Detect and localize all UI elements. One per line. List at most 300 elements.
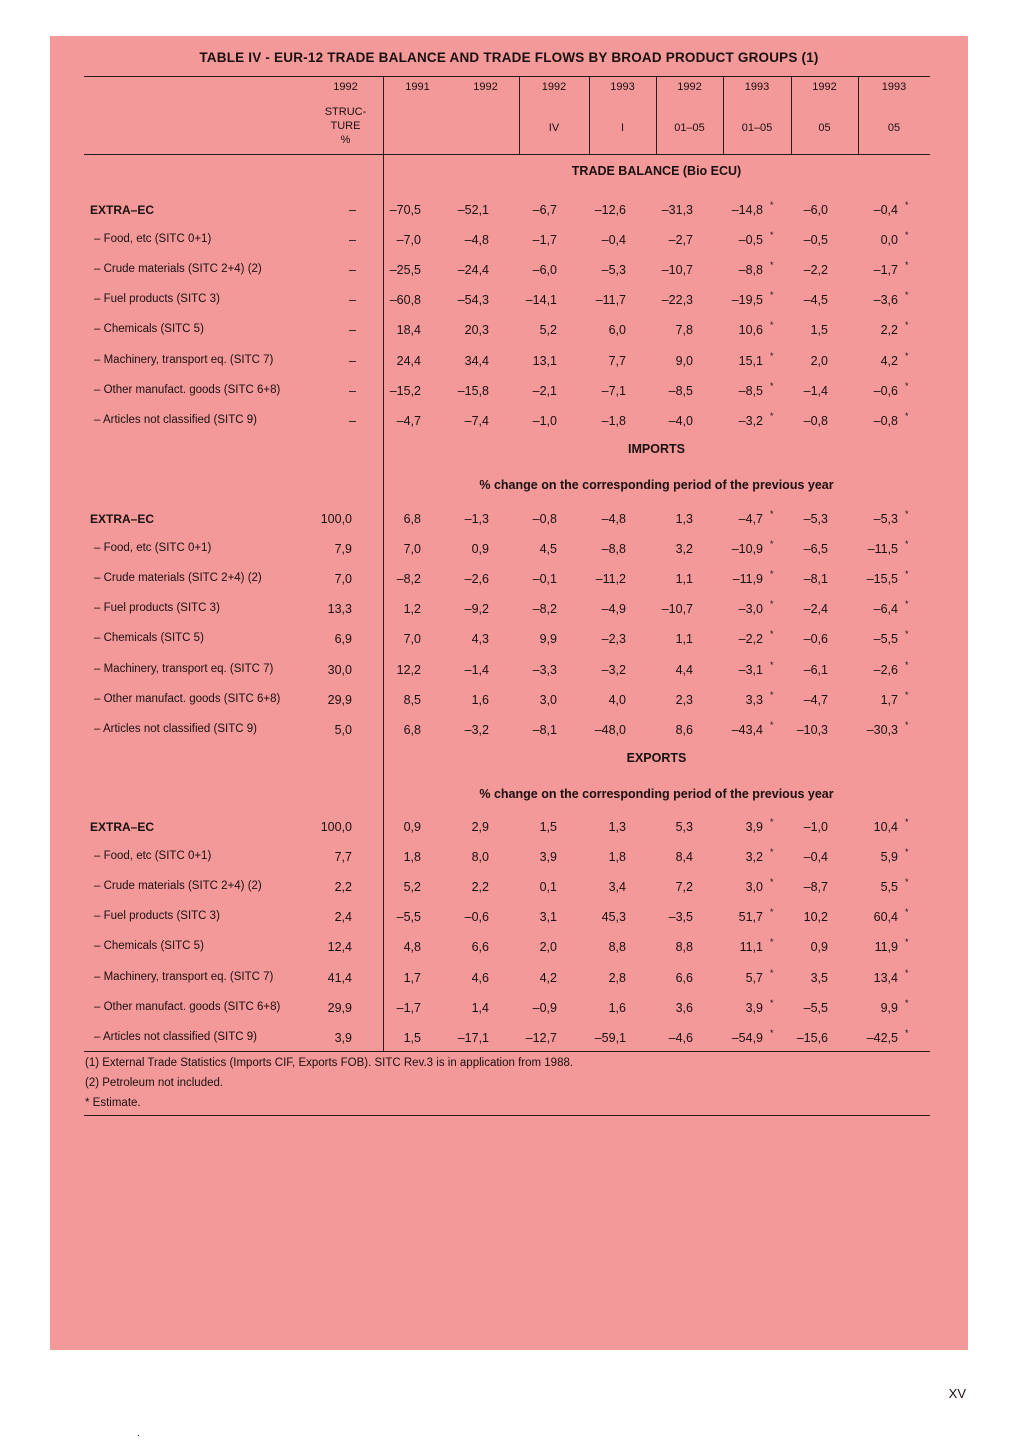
value-cell: 11,9 (874, 940, 898, 955)
row-label: – Machinery, transport eq. (SITC 7) (94, 353, 274, 366)
value-cell: –4,0 (668, 413, 693, 428)
value-cell: 7,7 (334, 850, 352, 865)
estimate-marker: * (770, 907, 774, 918)
estimate-marker: * (905, 967, 909, 978)
value-cell: –3,2 (464, 722, 489, 737)
value-cell: –25,5 (389, 263, 421, 278)
table-sheet (50, 36, 968, 1350)
value-cell: 3,9 (745, 820, 763, 834)
value-cell: –15,8 (457, 383, 489, 398)
value-cell: –2,3 (601, 632, 626, 647)
value-cell: –3,0 (738, 602, 763, 617)
value-cell: –52,1 (457, 203, 489, 217)
value-cell: 6,8 (403, 722, 421, 737)
value-cell: – (349, 383, 356, 398)
header-period: 01–05 (741, 122, 773, 134)
row-label: EXTRA–EC (90, 203, 155, 217)
value-cell: 1,5 (810, 323, 828, 338)
value-cell: 2,9 (471, 820, 489, 834)
value-cell: –0,4 (873, 203, 898, 217)
value-cell: 4,2 (880, 353, 898, 368)
table-bottom-rule (84, 1051, 930, 1052)
estimate-marker: * (770, 599, 774, 610)
header-structure: TURE (330, 120, 361, 132)
value-cell: –31,3 (661, 203, 693, 217)
value-cell: 8,6 (675, 722, 693, 737)
value-cell: –7,0 (396, 233, 421, 248)
value-cell: 13,3 (327, 602, 352, 617)
estimate-marker: * (905, 290, 909, 301)
value-cell: –54,3 (457, 293, 489, 308)
estimate-marker: * (770, 629, 774, 640)
header-year: 1993 (881, 81, 907, 93)
value-cell: –4,7 (396, 413, 421, 428)
value-cell: –5,5 (396, 910, 421, 925)
value-cell: 2,8 (608, 970, 626, 985)
value-cell: –15,6 (796, 1030, 828, 1045)
value-cell: –8,8 (738, 263, 763, 278)
estimate-marker: * (905, 997, 909, 1008)
row-label: – Articles not classified (SITC 9) (94, 1030, 257, 1043)
section-title: TRADE BALANCE (Bio ECU) (571, 164, 742, 178)
estimate-marker: * (770, 509, 774, 519)
value-cell: –8,5 (738, 383, 763, 398)
value-cell: –10,7 (661, 602, 693, 617)
estimate-marker: * (770, 569, 774, 580)
value-cell: –6,0 (803, 203, 828, 217)
value-cell: 24,4 (396, 353, 421, 368)
value-cell: –1,4 (464, 662, 489, 677)
value-cell: –11,7 (595, 293, 626, 308)
header-period: I (620, 122, 625, 134)
value-cell: 2,2 (334, 880, 352, 895)
header-year: 1993 (610, 81, 635, 93)
estimate-marker: * (770, 997, 774, 1008)
value-cell: 60,4 (873, 910, 898, 925)
value-cell: 7,0 (403, 632, 421, 647)
estimate-marker: * (770, 320, 774, 331)
value-cell: 12,2 (396, 662, 421, 677)
estimate-marker: * (905, 380, 909, 391)
value-cell: –6,7 (532, 203, 557, 217)
header-year: 1992 (541, 81, 567, 93)
value-cell: –0,4 (601, 233, 626, 248)
value-cell: 1,4 (471, 1000, 489, 1015)
row-label: EXTRA–EC (90, 820, 155, 834)
section-title: EXPORTS (626, 751, 687, 765)
value-cell: –6,5 (803, 542, 828, 557)
value-cell: 1,5 (539, 820, 557, 834)
estimate-marker: * (770, 689, 774, 700)
value-cell: –11,2 (595, 572, 626, 587)
value-cell: –4,6 (668, 1030, 693, 1045)
estimate-marker: * (770, 290, 774, 301)
value-cell: –4,7 (803, 692, 828, 707)
header-year: 1991 (405, 81, 430, 93)
value-cell: –8,5 (668, 383, 693, 398)
value-cell: 30,0 (327, 662, 352, 677)
estimate-marker: * (905, 569, 909, 580)
value-cell: 8,8 (675, 940, 693, 955)
estimate-marker: * (770, 539, 774, 550)
estimate-marker: * (770, 847, 774, 858)
value-cell: –6,4 (873, 602, 898, 617)
row-label: EXTRA–EC (90, 512, 155, 526)
value-cell: – (349, 203, 356, 217)
value-cell: 2,3 (675, 692, 693, 707)
value-cell: 5,9 (880, 850, 898, 865)
value-cell: – (349, 263, 356, 278)
value-cell: –2,7 (668, 233, 693, 248)
value-cell: –8,1 (803, 572, 828, 587)
value-cell: –14,1 (525, 293, 557, 308)
row-label: – Crude materials (SITC 2+4) (2) (94, 263, 262, 276)
footnote-line: (2) Petroleum not included. (85, 1077, 224, 1089)
header-period: 05 (818, 122, 831, 134)
row-label: – Other manufact. goods (SITC 6+8) (94, 1000, 281, 1013)
value-cell: 18,4 (396, 323, 421, 338)
header-year: 1992 (812, 81, 837, 93)
estimate-marker: * (905, 320, 909, 331)
value-cell: 0,1 (539, 880, 557, 895)
value-cell: –4,9 (601, 602, 626, 617)
value-cell: –5,5 (873, 632, 898, 647)
value-cell: –19,5 (731, 293, 763, 308)
value-cell: 5,3 (675, 820, 693, 834)
value-cell: –0,6 (873, 383, 898, 398)
value-cell: 41,4 (327, 970, 352, 985)
value-cell: 6,0 (608, 323, 626, 338)
estimate-marker: * (905, 350, 909, 361)
estimate-marker: * (905, 230, 909, 241)
value-cell: 0,9 (810, 940, 828, 955)
value-cell: –7,1 (601, 383, 626, 398)
row-label: – Machinery, transport eq. (SITC 7) (94, 970, 274, 983)
value-cell: 3,2 (745, 850, 763, 865)
value-cell: 5,2 (403, 880, 421, 895)
value-cell: 1,7 (880, 692, 898, 707)
value-cell: 13,4 (873, 970, 898, 985)
value-cell: 3,3 (745, 692, 763, 707)
header-period: 05 (887, 122, 901, 134)
value-cell: 7,7 (608, 353, 626, 368)
estimate-marker: * (905, 1027, 909, 1038)
value-cell: –15,2 (389, 383, 421, 398)
header-year: 1992 (333, 81, 358, 93)
estimate-marker: * (905, 629, 909, 640)
value-cell: –59,1 (594, 1030, 626, 1045)
value-cell: 6,6 (471, 940, 489, 955)
header-bottom-rule (84, 154, 930, 155)
header-year: 1992 (677, 81, 702, 93)
value-cell: –1,7 (396, 1000, 421, 1015)
estimate-marker: * (905, 509, 909, 519)
header-year: 1992 (473, 81, 498, 93)
row-label: – Chemicals (SITC 5) (94, 323, 204, 336)
value-cell: 7,0 (403, 542, 421, 557)
value-cell: 0,9 (471, 542, 489, 557)
row-label: – Machinery, transport eq. (SITC 7) (94, 662, 274, 675)
value-cell: –0,8 (873, 413, 898, 428)
value-cell: –1,0 (803, 820, 828, 834)
value-cell: 29,9 (327, 1000, 352, 1015)
value-cell: –8,1 (532, 722, 557, 737)
row-label: – Food, etc (SITC 0+1) (94, 542, 212, 555)
value-cell: –2,6 (464, 572, 489, 587)
row-label: – Other manufact. goods (SITC 6+8) (94, 692, 281, 705)
value-cell: –4,7 (738, 512, 763, 526)
value-cell: –4,5 (803, 293, 828, 308)
value-cell: 1,3 (608, 820, 626, 834)
value-cell: 4,3 (471, 632, 489, 647)
value-cell: –11,9 (732, 572, 763, 587)
value-cell: 3,2 (675, 542, 693, 557)
value-cell: –0,6 (464, 910, 489, 925)
value-cell: 9,9 (880, 1000, 898, 1015)
estimate-marker: * (770, 380, 774, 391)
value-cell: –17,1 (457, 1030, 489, 1045)
row-label: – Articles not classified (SITC 9) (94, 722, 257, 735)
value-cell: – (349, 353, 356, 368)
value-cell: –2,6 (873, 662, 898, 677)
value-cell: 2,0 (539, 940, 557, 955)
value-cell: 20,3 (464, 323, 489, 338)
value-cell: – (349, 413, 356, 428)
page-number: XV (948, 1386, 966, 1401)
value-cell: 8,5 (403, 692, 421, 707)
value-cell: 4,0 (608, 692, 626, 707)
value-cell: 3,4 (608, 880, 626, 895)
value-cell: –0,8 (532, 512, 557, 526)
value-cell: –0,5 (738, 233, 763, 248)
value-cell: –3,1 (738, 662, 763, 677)
row-label: – Other manufact. goods (SITC 6+8) (94, 383, 281, 396)
value-cell: –22,3 (661, 293, 693, 308)
page-mark: . (137, 1428, 140, 1439)
estimate-marker: * (905, 719, 909, 730)
row-label: – Fuel products (SITC 3) (94, 293, 220, 306)
value-cell: – (349, 233, 356, 248)
value-cell: 29,9 (327, 692, 352, 707)
value-cell: –5,5 (803, 1000, 828, 1015)
row-label: – Crude materials (SITC 2+4) (2) (94, 880, 262, 893)
value-cell: –6,0 (532, 263, 557, 278)
value-cell: –54,9 (731, 1030, 763, 1045)
value-cell: –4,8 (601, 512, 626, 526)
estimate-marker: * (905, 877, 909, 888)
estimate-marker: * (905, 260, 909, 271)
value-cell: 4,2 (539, 970, 557, 985)
value-cell: 8,4 (675, 850, 693, 865)
value-cell: –0,6 (803, 632, 828, 647)
value-cell: 3,6 (675, 1000, 693, 1015)
value-cell: 9,9 (539, 632, 557, 647)
value-cell: –3,3 (532, 662, 557, 677)
value-cell: 45,3 (601, 910, 626, 925)
value-cell: 8,8 (608, 940, 626, 955)
value-cell: 6,6 (675, 970, 693, 985)
header-structure: STRUC- (324, 106, 367, 118)
value-cell: 1,6 (608, 1000, 626, 1015)
value-cell: –5,3 (803, 512, 828, 526)
value-cell: –10,3 (796, 722, 828, 737)
footnote-line: (1) External Trade Statistics (Imports CIF, Exports FOB). SITC Rev.3 is in application from 1988. (85, 1057, 574, 1069)
value-cell: –70,5 (389, 203, 421, 217)
estimate-marker: * (905, 689, 909, 700)
value-cell: 0,9 (403, 820, 421, 834)
value-cell: –10,7 (661, 263, 693, 278)
section-subtitle: % change on the corresponding period of the previous year (479, 478, 834, 492)
value-cell: –0,4 (803, 850, 828, 865)
value-cell: –0,9 (532, 1000, 557, 1015)
row-label: – Fuel products (SITC 3) (94, 602, 220, 615)
value-cell: 8,0 (471, 850, 489, 865)
value-cell: –1,7 (532, 233, 557, 248)
value-cell: –10,9 (731, 542, 763, 557)
value-cell: 1,2 (403, 602, 421, 617)
value-cell: –24,4 (457, 263, 489, 278)
value-cell: –8,7 (803, 880, 828, 895)
value-cell: –2,4 (803, 602, 828, 617)
estimate-marker: * (905, 907, 909, 918)
value-cell: 2,2 (880, 323, 898, 338)
value-cell: –11,5 (867, 542, 898, 557)
value-cell: 100,0 (320, 512, 352, 526)
value-cell: 3,1 (539, 910, 557, 925)
value-cell: –8,2 (396, 572, 421, 587)
footnote-bottom-rule (84, 1115, 930, 1116)
value-cell: 4,8 (403, 940, 421, 955)
estimate-marker: * (905, 659, 909, 670)
value-cell: 6,8 (403, 512, 421, 526)
value-cell: 51,7 (738, 910, 763, 925)
estimate-marker: * (770, 230, 774, 241)
value-cell: –14,8 (731, 203, 763, 217)
value-cell: –3,2 (601, 662, 626, 677)
value-cell: –12,6 (594, 203, 626, 217)
estimate-marker: * (905, 937, 909, 948)
header-period: IV (548, 122, 560, 134)
value-cell: 7,0 (334, 572, 352, 587)
estimate-marker: * (905, 410, 909, 421)
value-cell: –2,1 (532, 383, 557, 398)
value-cell: 10,2 (803, 910, 828, 925)
estimate-marker: * (770, 1027, 774, 1038)
value-cell: 1,7 (403, 970, 421, 985)
row-label: – Food, etc (SITC 0+1) (94, 850, 212, 863)
row-label: – Articles not classified (SITC 9) (94, 413, 257, 426)
value-cell: 12,4 (327, 940, 352, 955)
estimate-marker: * (770, 410, 774, 421)
value-cell: –5,3 (873, 512, 898, 526)
value-cell: –60,8 (389, 293, 421, 308)
value-cell: 9,0 (675, 353, 693, 368)
column-divider (383, 76, 384, 1051)
value-cell: 2,0 (810, 353, 828, 368)
value-cell: – (349, 293, 356, 308)
value-cell: 1,1 (675, 632, 693, 647)
estimate-marker: * (770, 967, 774, 978)
value-cell: –1,4 (803, 383, 828, 398)
estimate-marker: * (905, 847, 909, 858)
value-cell: –1,7 (873, 263, 898, 278)
value-cell: 1,5 (403, 1030, 421, 1045)
estimate-marker: * (905, 539, 909, 550)
value-cell: 10,6 (738, 323, 763, 338)
value-cell: 6,9 (334, 632, 352, 647)
value-cell: –6,1 (803, 662, 828, 677)
value-cell: –0,8 (803, 413, 828, 428)
value-cell: –1,8 (601, 413, 626, 428)
value-cell: 3,9 (745, 1000, 763, 1015)
header-year: 1993 (744, 81, 770, 93)
value-cell: –48,0 (594, 722, 626, 737)
value-cell: 10,4 (873, 820, 898, 834)
value-cell: 3,9 (539, 850, 557, 865)
value-cell: –3,6 (873, 293, 898, 308)
value-cell: 0,0 (880, 233, 898, 248)
value-cell: –3,5 (668, 910, 693, 925)
value-cell: 3,9 (334, 1030, 352, 1045)
section-subtitle: % change on the corresponding period of the previous year (479, 787, 834, 801)
estimate-marker: * (770, 877, 774, 888)
section-title: IMPORTS (628, 442, 685, 456)
value-cell: 5,7 (745, 970, 763, 985)
value-cell: 1,6 (471, 692, 489, 707)
value-cell: –0,1 (532, 572, 557, 587)
value-cell: 100,0 (320, 820, 352, 834)
estimate-marker: * (770, 350, 774, 361)
value-cell: 3,5 (810, 970, 828, 985)
estimate-marker: * (905, 817, 909, 827)
estimate-marker: * (905, 599, 909, 610)
value-cell: –30,3 (866, 722, 898, 737)
value-cell: 11,1 (739, 940, 763, 955)
value-cell: –2,2 (738, 632, 763, 647)
value-cell: –12,7 (525, 1030, 557, 1045)
value-cell: 7,9 (334, 542, 352, 557)
estimate-marker: * (770, 260, 774, 271)
value-cell: 7,2 (675, 880, 693, 895)
value-cell: –8,2 (532, 602, 557, 617)
value-cell: –2,2 (803, 263, 828, 278)
header-top-rule (84, 76, 930, 77)
value-cell: 5,5 (880, 880, 898, 895)
value-cell: 4,6 (471, 970, 489, 985)
estimate-marker: * (770, 937, 774, 948)
header-period: 01–05 (674, 122, 705, 134)
row-label: – Chemicals (SITC 5) (94, 632, 204, 645)
value-cell: –9,2 (464, 602, 489, 617)
value-cell: 3,0 (539, 692, 557, 707)
table-title: TABLE IV - EUR-12 TRADE BALANCE AND TRADE FLOWS BY BROAD PRODUCT GROUPS (1) (199, 50, 819, 65)
value-cell: – (349, 323, 356, 338)
row-label: – Fuel products (SITC 3) (94, 910, 220, 923)
value-cell: 1,8 (403, 850, 421, 865)
value-cell: 2,4 (334, 910, 352, 925)
row-label: – Food, etc (SITC 0+1) (94, 233, 212, 246)
footnote-line: * Estimate. (85, 1097, 141, 1109)
estimate-marker: * (770, 817, 774, 827)
estimate-marker: * (770, 719, 774, 730)
value-cell: –15,5 (866, 572, 898, 587)
value-cell: –3,2 (738, 413, 763, 428)
value-cell: 2,2 (471, 880, 489, 895)
value-cell: 4,5 (539, 542, 557, 557)
value-cell: 13,1 (532, 353, 557, 368)
value-cell: 4,4 (675, 662, 693, 677)
value-cell: –7,4 (464, 413, 489, 428)
